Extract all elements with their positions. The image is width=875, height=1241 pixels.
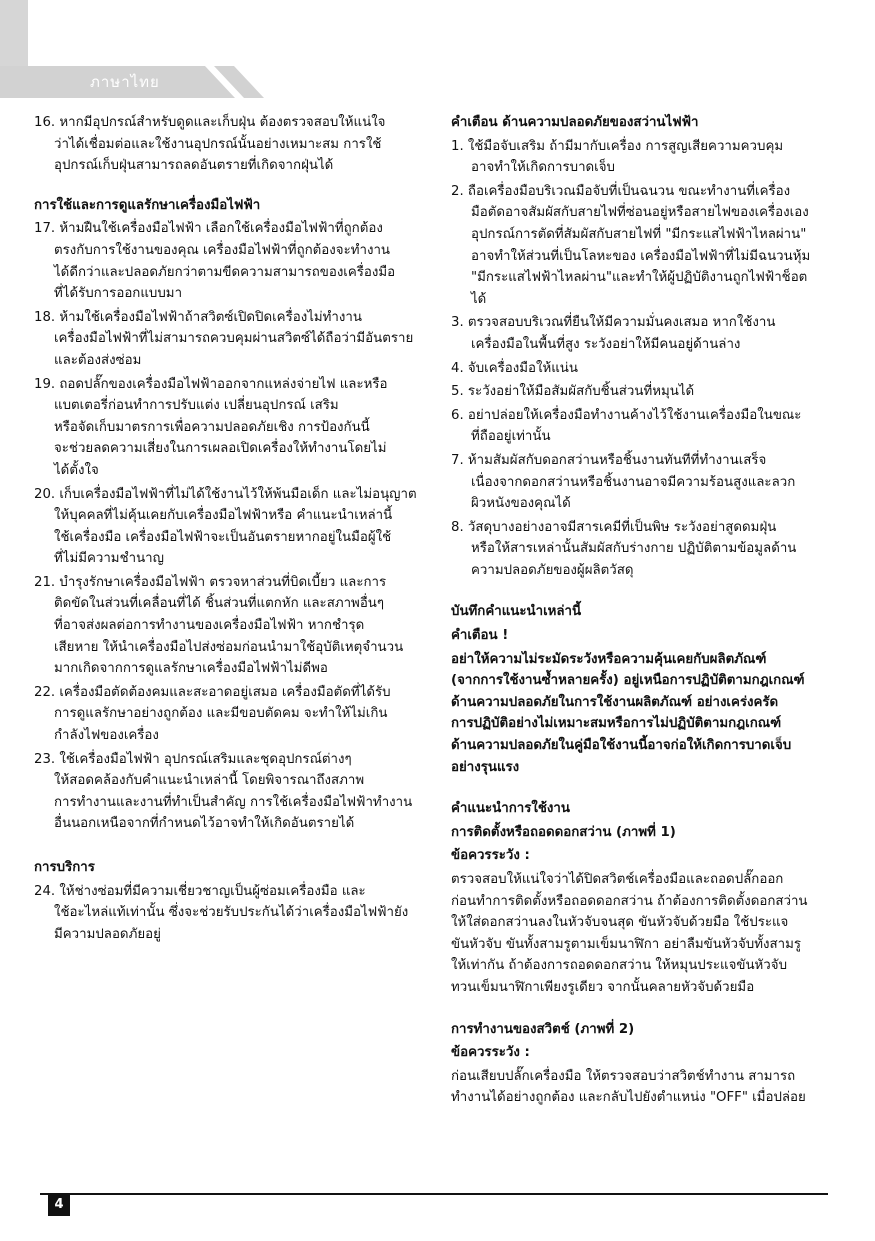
text-line: 2. ถือเครื่องมือบริเวณมือจับที่เป็นฉนวน ขณะทำงานที่เครื่อง xyxy=(451,183,791,199)
item-22 xyxy=(34,682,426,747)
text-line: ที่ได้รับการออกแบบมา xyxy=(54,286,183,302)
header-corner xyxy=(0,0,28,66)
heading-note-2: ข้อควรระวัง : xyxy=(451,1045,530,1061)
text-line: เนื่องจากดอกสว่านหรือชิ้นงานอาจมีความร้อนสูงและลวก xyxy=(471,474,796,490)
footer-rule xyxy=(40,1193,828,1195)
text-line: ได้ดีกว่าและปลอดภัยกว่าตามขีดความสามารถของเครื่องมือ xyxy=(54,264,396,280)
heading-warning: คำเตือน ด้านความปลอดภัยของสว่านไฟฟ้า xyxy=(451,115,699,130)
item-21 xyxy=(34,572,426,680)
text-line: ด้านความปลอดภัยในการใช้งานผลิตภัณฑ์ อย่างเคร่งครัด xyxy=(451,694,779,710)
text-line: และต้องส่งซ่อม xyxy=(54,352,142,368)
text-line: อาจทำให้ส่วนที่เป็นโลหะของ เครื่องมือไฟฟ้าที่ไม่มีฉนวนหุ้ม xyxy=(471,248,811,264)
text-line: 1. ใช้มือจับเสริม ถ้ามีมากับเครื่อง การสูญเสียความควบคุม xyxy=(451,138,784,154)
text-line: 23. ใช้เครื่องมือไฟฟ้า อุปกรณ์เสริมและชุดอุปกรณ์ต่างๆ xyxy=(34,751,352,767)
page-number: 4 xyxy=(48,1194,70,1216)
text-line: การทำงานและงานที่ทำเป็นสำคัญ การใช้เครื่องมือไฟฟ้าทำงาน xyxy=(54,794,413,810)
heading-caution: คำเตือน ! xyxy=(451,628,509,644)
text-line: จะช่วยลดความเสี่ยงในการเผลอเปิดเครื่องให้ทำงานโดยไม่ xyxy=(54,441,387,457)
warning-6 xyxy=(451,405,843,448)
item-18 xyxy=(34,307,426,372)
text-line: อุปกรณ์การตัดที่สัมผัสกับสายไฟที่ "มีกระแสไฟฟ้าไหลผ่าน" xyxy=(471,226,807,242)
heading-switch: การทำงานของสวิตช์ (ภาพที่ 2) xyxy=(451,1021,635,1037)
text-line: 3. ตรวจสอบบริเวณที่ยืนให้มีความมั่นคงเสมอ หากใช้งาน xyxy=(451,315,776,331)
text-line: เครื่องมือไฟฟ้าที่ไม่สามารถควบคุมผ่านสวิตซ์ได้ถือว่ามีอันตราย xyxy=(54,331,414,347)
text-line: อย่างรุนแรง xyxy=(451,759,520,775)
item-20 xyxy=(34,484,426,570)
text-line: เสียหาย ให้นำเครื่องมือไปส่งซ่อมก่อนนำมาใช้อุบัติเหตุจำนวน xyxy=(54,639,404,655)
text-line: ที่ถืออยู่เท่านั้น xyxy=(471,429,551,445)
text-line: หรือจัดเก็บมาตรการเพื่อความปลอดภัยเชิง การป้องกันนี้ xyxy=(54,419,370,435)
text-line: ใช้อะไหล่แท้เท่านั้น ซึ่งจะช่วยรับประกันได้ว่าเครื่องมือไฟฟ้ายัง xyxy=(54,905,409,921)
text-line: (จากการใช้งานซ้ำหลายครั้ง) อยู่เหนือการปฏิบัติตามกฎเกณฑ์ xyxy=(451,673,805,689)
text-line: ก่อนเสียบปลั๊กเครื่องมือ ให้ตรวจสอบว่าสวิตช์ทำงาน สามารถ xyxy=(451,1068,796,1084)
switch-text xyxy=(451,1066,843,1109)
item-16 xyxy=(34,112,426,177)
text-line: อย่าให้ความไม่ระมัดระวังหรือความคุ้นเคยกับผลิตภัณฑ์ xyxy=(451,651,767,667)
text-line: การปฏิบัติอย่างไม่เหมาะสมหรือการไม่ปฏิบัติตามกฎเกณฑ์ xyxy=(451,716,782,732)
warning-1 xyxy=(451,136,843,179)
item-24 xyxy=(34,881,426,946)
text-line: 16. หากมีอุปกรณ์สำหรับดูดและเก็บฝุ่น ต้องตรวจสอบให้แน่ใจ xyxy=(34,115,386,130)
warning-8 xyxy=(451,517,843,582)
text-line: ทำงานได้อย่างถูกต้อง และกลับไปยังตำแหน่ง "OFF" เมื่อปล่อย xyxy=(451,1090,806,1106)
heading-usage: คำแนะนำการใช้งาน xyxy=(451,801,570,817)
text-line: 17. ห้ามฝืนใช้เครื่องมือไฟฟ้า เลือกใช้เครื่องมือไฟฟ้าที่ถูกต้อง xyxy=(34,221,383,237)
text-line: อื่นนอกเหนือจากที่กำหนดไว้อาจทำให้เกิดอันตรายได้ xyxy=(54,816,355,832)
text-line: ความปลอดภัยของผู้ผลิตวัสดุ xyxy=(471,562,634,578)
warning-4 xyxy=(451,358,843,380)
item-23 xyxy=(34,749,426,835)
warning-3 xyxy=(451,312,843,355)
text-line: มากเกิดจากการดูแลรักษาเครื่องมือไฟฟ้าไม่ดีพอ xyxy=(54,661,328,677)
text-line: อุปกรณ์เก็บฝุ่นสามารถลดอันตรายที่เกิดจากฝุ่นได้ xyxy=(54,158,334,174)
text-line: ติดขัดในส่วนที่เคลื่อนที่ได้ ชิ้นส่วนที่แตกหัก และสภาพอื่นๆ xyxy=(54,596,385,612)
item-19 xyxy=(34,374,426,482)
text-line: ว่าได้เชื่อมต่อและใช้งานอุปกรณ์นั้นอย่างเหมาะสม การใช้ xyxy=(54,136,382,152)
text-line: 8. วัสดุบางอย่างอาจมีสารเคมีที่เป็นพิษ ระวังอย่าสูดดมฝุ่น xyxy=(451,519,777,535)
text-line: ให้เท่ากัน ถ้าต้องการถอดดอกสว่าน ให้หมุนประแจขันหัวจับ xyxy=(451,958,788,974)
warning-7 xyxy=(451,450,843,515)
text-line: ได้ตั้งใจ xyxy=(54,462,99,478)
install-text xyxy=(451,869,843,999)
text-line: ตรงกับการใช้งานของคุณ เครื่องมือไฟฟ้าที่ถูกต้องจะทำงาน xyxy=(54,242,390,258)
heading-note-1: ข้อควรระวัง : xyxy=(451,848,530,864)
text-line: อาจทำให้เกิดการบาดเจ็บ xyxy=(471,160,615,176)
text-line: ที่อาจส่งผลต่อการทำงานของเครื่องมือไฟฟ้า หากชำรุด xyxy=(54,618,365,634)
text-line: ที่ไม่มีความชำนาญ xyxy=(54,551,164,567)
text-line: 21. บำรุงรักษาเครื่องมือไฟฟ้า ตรวจหาส่วนที่บิดเบี้ยว และการ xyxy=(34,574,387,590)
text-line: ก่อนทำการติดตั้งหรือถอดดอกสว่าน ถ้าต้องการติดตั้งดอกสว่าน xyxy=(451,893,808,909)
text-line: แบตเตอรี่ก่อนทำการปรับแต่ง เปลี่ยนอุปกรณ์ เสริม xyxy=(54,398,339,414)
text-line: ขันหัวจับ ขันทั้งสามรูตามเข็มนาฬิกา อย่าลืมขันหัวจับทั้งสามรู xyxy=(451,936,801,952)
language-label: ภาษาไทย xyxy=(90,73,160,91)
text-line: ทวนเข็มนาฬิกาเพียงรูเดียว จากนั้นคลายหัวจับด้วยมือ xyxy=(451,979,755,995)
text-line: ให้บุคคลที่ไม่คุ้นเคยกับเครื่องมือไฟฟ้าหรือ คำแนะนำเหล่านี้ xyxy=(54,508,393,524)
text-line: 18. ห้ามใช้เครื่องมือไฟฟ้าถ้าสวิตซ์เปิดปิดเครื่องไม่ทำงาน xyxy=(34,309,362,325)
caution-text xyxy=(451,649,843,779)
text-line: 20. เก็บเครื่องมือไฟฟ้าที่ไม่ได้ใช้งานไว้ให้พ้นมือเด็ก และไม่อนุญาต xyxy=(34,486,417,502)
right-column xyxy=(451,112,843,1111)
text-line: ตรวจสอบให้แน่ใจว่าได้ปิดสวิตช์เครื่องมือและถอดปลั๊กออก xyxy=(451,872,784,887)
text-line: ให้ใส่ดอกสว่านลงในหัวจับจนสุด ขันหัวจับด้วยมือ ใช้ประแจ xyxy=(451,915,789,931)
text-line: ด้านความปลอดภัยในคู่มือใช้งานนี้อาจก่อให้เกิดการบาดเจ็บ xyxy=(451,738,792,754)
heading-install: การติดตั้งหรือถอดดอกสว่าน (ภาพที่ 1) xyxy=(451,824,676,840)
text-line: เครื่องมือในพื้นที่สูง ระวังอย่าให้มีคนอยู่ด้านล่าง xyxy=(471,336,741,352)
text-line: มีความปลอดภัยอยู่ xyxy=(54,926,161,942)
text-line: ได้ xyxy=(471,291,487,307)
text-line: ให้สอดคล้องกับคำแนะนำเหล่านี้ โดยพิจารณาถึงสภาพ xyxy=(54,773,365,789)
text-line: หรือให้สารเหล่านั้นสัมผัสกับร่างกาย ปฏิบัติตามข้อมูลด้าน xyxy=(471,541,797,557)
text-line: 6. อย่าปล่อยให้เครื่องมือทำงานค้างไว้ใช้งานเครื่องมือในขณะ xyxy=(451,407,802,423)
text-line: 4. จับเครื่องมือให้แน่น xyxy=(451,360,578,376)
text-line: 24. ให้ช่างซ่อมที่มีความเชี่ยวชาญเป็นผู้ซ่อมเครื่องมือ และ xyxy=(34,883,366,899)
text-line: มือตัดอาจสัมผัสกับสายไฟที่ซ่อนอยู่หรือสายไฟของเครื่องเอง xyxy=(471,205,809,221)
item-17 xyxy=(34,218,426,304)
warning-2 xyxy=(451,181,843,311)
heading-care: การใช้และการดูแลรักษาเครื่องมือไฟฟ้า xyxy=(34,197,261,213)
text-line: 22. เครื่องมือตัดต้องคมและสะอาดอยู่เสมอ เครื่องมือตัดที่ได้รับ xyxy=(34,684,391,700)
heading-service: การบริการ xyxy=(34,860,95,875)
text-line: 7. ห้ามสัมผัสกับดอกสว่านหรือชิ้นงานทันทีที่ทำงานเสร็จ xyxy=(451,452,767,468)
heading-save-instructions: บันทึกคำแนะนำเหล่านี้ xyxy=(451,604,582,620)
left-column xyxy=(34,112,426,947)
text-line: "มีกระแสไฟฟ้าไหลผ่าน"และทำให้ผู้ปฏิบัติงานถูกไฟฟ้าช็อต xyxy=(471,270,808,286)
text-line: ใช้เครื่องมือ เครื่องมือไฟฟ้าจะเป็นอันตรายหากอยู่ในมือผู้ใช้ xyxy=(54,529,392,545)
text-line: 5. ระวังอย่าให้มือสัมผัสกับชิ้นส่วนที่หมุนได้ xyxy=(451,384,695,400)
text-line: กำลังไฟของเครื่อง xyxy=(54,728,159,744)
warning-5 xyxy=(451,381,843,403)
text-line: การดูแลรักษาอย่างถูกต้อง และมีขอบตัดคม จะทำให้ไม่เกิน xyxy=(54,706,388,722)
text-line: ผิวหนังของคุณได้ xyxy=(471,496,571,512)
text-line: 19. ถอดปลั๊กของเครื่องมือไฟฟ้าออกจากแหล่งจ่ายไฟ และหรือ xyxy=(34,376,388,392)
